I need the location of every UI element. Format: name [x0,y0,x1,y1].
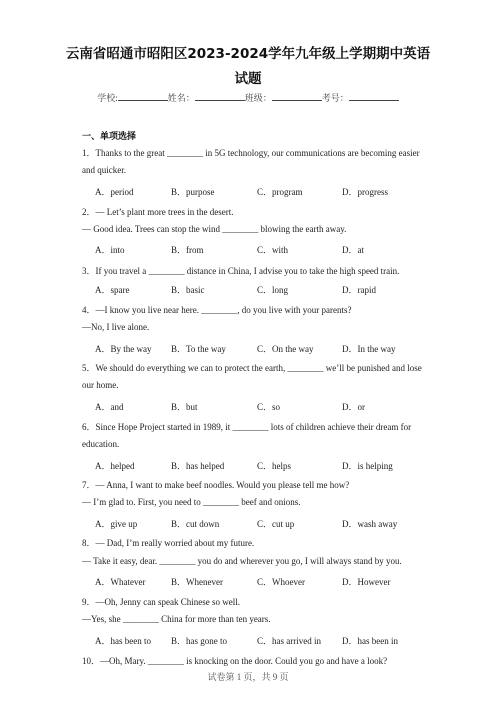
option-c[interactable]: C．On the way [257,344,314,354]
option-b[interactable]: B．To the way [171,344,226,354]
exam-number-blank[interactable] [349,91,399,101]
option-a[interactable]: A．helped [95,461,135,471]
option-c[interactable]: C．with [257,245,289,255]
question-line: —No, I live alone. [82,322,150,332]
option-b[interactable]: B．from [171,245,204,255]
option-d[interactable]: D．However [342,577,391,587]
option-b[interactable]: B．has helped [171,461,225,471]
question-line: — I’m glad to. First, you need to ________ beef and onions. [82,497,301,507]
option-a[interactable]: A．By the way [95,344,152,354]
option-d[interactable]: D．is helping [342,461,393,471]
option-d[interactable]: D．has been in [342,636,398,646]
question-line: 1．Thanks to the great ________ in 5G technology, our communications are becoming easier [82,148,420,158]
name-blank[interactable] [195,91,245,101]
option-c[interactable]: C．Whoever [257,577,305,587]
school-blank[interactable] [118,91,168,101]
option-c[interactable]: C．cut up [257,519,295,529]
class-label: 班级： [244,93,272,103]
question-line: —Yes, she ________ China for more than ten years. [82,614,271,624]
option-c[interactable]: C．long [257,285,289,295]
question-line: 4．—I know you live near here. ________, do you live with your parents? [82,305,352,315]
option-a[interactable]: A．give up [95,519,138,529]
option-b[interactable]: B．but [171,402,198,412]
question-line: 6．Since Hope Project started in 1989, it ________ lots of children achieve their dream for [82,422,412,432]
option-b[interactable]: B．purpose [171,187,215,197]
option-c[interactable]: C．helps [257,461,292,471]
question-line: 3．If you travel a ________ distance in China, I advise you to take the high speed train. [82,266,400,276]
question-line: and quicker. [82,165,126,175]
option-c[interactable]: C．so [257,402,281,412]
option-a[interactable]: A．spare [95,285,130,295]
option-d[interactable]: D．progress [342,187,388,197]
option-b[interactable]: B．cut down [171,519,220,529]
question-line: 8．— Dad, I’m really worried about my future. [82,538,255,548]
option-a[interactable]: A．and [95,402,124,412]
question-line: 9．—Oh, Jenny can speak Chinese so well. [82,597,240,607]
option-a[interactable]: A．has been to [95,636,151,646]
option-a[interactable]: A．Whatever [95,577,146,587]
section-heading: 一、单项选择 [82,132,137,142]
option-b[interactable]: B．has gone to [171,636,227,646]
option-d[interactable]: D．rapid [342,285,376,295]
option-a[interactable]: A．into [95,245,125,255]
question-line: 5．We should do everything we can to protect the earth, ________ we’ll be punished and lose [82,363,422,373]
question-line: 10．—Oh, Mary. ________ is knocking on the door. Could you go and have a look? [82,656,388,666]
name-label: 姓名： [167,93,195,103]
option-a[interactable]: A．period [95,187,134,197]
student-info-row [0,91,496,104]
page-footer: 试卷第 1 页，共 9 页 [207,672,289,682]
option-d[interactable]: D．at [342,245,364,255]
title-line-1: 云南省昭通市昭阳区2023-2024学年九年级上学期期中英语 [65,46,431,62]
option-d[interactable]: D．wash away [342,519,398,529]
question-line: education. [82,439,120,449]
question-line: 7．— Anna, I want to make beef noodles. Would you please tell me how? [82,480,350,490]
option-d[interactable]: D．In the way [342,344,396,354]
option-c[interactable]: C．has arrived in [257,636,321,646]
exam-number-label: 考号： [321,93,349,103]
title-line-2: 试题 [234,71,262,87]
question-line: — Good idea. Trees can stop the wind ________ blowing the earth away. [82,224,347,234]
question-line: 2．— Let’s plant more trees in the desert. [82,207,234,217]
option-b[interactable]: B．basic [171,285,205,295]
option-d[interactable]: D．or [342,402,365,412]
class-blank[interactable] [272,91,322,101]
option-c[interactable]: C．program [257,187,303,197]
question-line: our home. [82,380,119,390]
option-b[interactable]: B．Whenever [171,577,223,587]
question-line: — Take it easy, dear. ________ you do and wherever you go, I will always stand by you. [82,556,402,566]
school-label: 学校: [97,93,118,103]
